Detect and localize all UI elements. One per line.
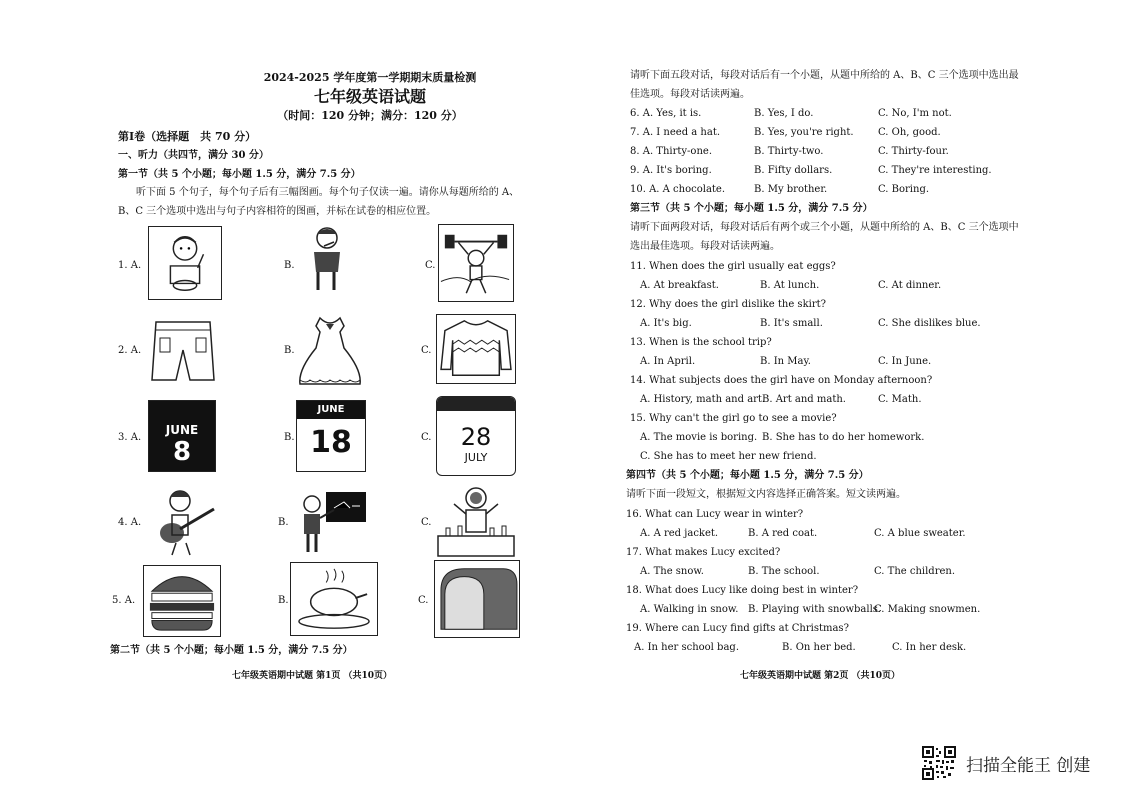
option-a: A. In her school bag. [634, 642, 739, 653]
section1-heading: 第一节（共 5 个小题；每小题 1.5 分，满分 7.5 分） [118, 169, 361, 180]
picture-bread [434, 560, 520, 638]
question-item: 10. A. A chocolate. [630, 184, 726, 195]
section2-instructions: 佳选项。每段对话读两遍。 [630, 89, 750, 100]
option-b: B. Yes, I do. [754, 108, 814, 119]
option-label: B. [278, 517, 289, 528]
question-number: 3. A. [118, 432, 142, 443]
option-a: A. A red jacket. [640, 528, 719, 539]
section3-heading: 第三节（共 5 个小题；每小题 1.5 分，满分 7.5 分） [630, 203, 873, 214]
listening-heading: 一、听力（共四节，满分 30 分） [118, 150, 269, 161]
picture-dress [296, 314, 364, 386]
option-c: C. Math. [878, 394, 922, 405]
picture-boy-at-blackboard [294, 488, 368, 556]
question-15: 15. Why can't the girl go to see a movie? [630, 413, 837, 424]
picture-sandwich [143, 565, 221, 637]
calendar-month: JUNE [297, 401, 365, 419]
option-b: B. She has to do her homework. [762, 432, 925, 443]
option-c: C. A blue sweater. [874, 528, 966, 539]
picture-boy-eating [148, 226, 222, 300]
picture-boy-playing-guitar [150, 487, 220, 557]
option-label: B. [284, 432, 295, 443]
option-c: C. Making snowmen. [874, 604, 981, 615]
section2-instructions: 请听下面五段对话，每段对话后有一个小题，从题中所给的 A、B、C 三个选项中选出最 [630, 70, 1019, 81]
option-c: C. They're interesting. [878, 165, 992, 176]
question-item: 7. A. I need a hat. [630, 127, 721, 138]
question-14: 14. What subjects does the girl have on Monday afternoon? [630, 375, 933, 386]
option-c: C. Boring. [878, 184, 930, 195]
calendar-day: 28 [460, 423, 492, 451]
calendar-day: 18 [310, 425, 352, 460]
calendar-june-8 [148, 400, 216, 472]
exam-time-score: （时间：120 分钟；满分：120 分） [277, 109, 463, 122]
question-number: 4. A. [118, 517, 142, 528]
question-18: 18. What does Lucy like doing best in winter? [626, 585, 859, 596]
question-16: 16. What can Lucy wear in winter? [626, 509, 804, 520]
question-11: 11. When does the girl usually eat eggs? [630, 261, 836, 272]
part1-heading: 第Ⅰ卷（选择题 共 70 分） [118, 130, 257, 143]
exam-title: 2024-2025 学年度第一学期期末质量检测 [263, 71, 477, 84]
picture-boy-brushing-teeth [298, 224, 356, 296]
option-b: B. Playing with snowballs. [748, 604, 882, 615]
calendar-day: 8 [172, 437, 192, 467]
option-a: A. The movie is boring. [640, 432, 758, 443]
calendar-month: JULY [464, 451, 488, 464]
option-a: A. Walking in snow. [640, 604, 739, 615]
option-a: A. The snow. [640, 566, 704, 577]
page-2 [620, 0, 1123, 700]
option-b: B. Yes, you're right. [754, 127, 854, 138]
option-b: B. On her bed. [782, 642, 856, 653]
option-b: B. Fifty dollars. [754, 165, 833, 176]
section3-instructions: 请听下面两段对话，每段对话后有两个或三个小题，从题中所给的 A、B、C 三个选项中 [630, 222, 1019, 233]
option-a: A. History, math and art. [640, 394, 766, 405]
scanner-watermark: 扫描全能王 创建 [966, 756, 1091, 776]
option-c: C. In June. [878, 356, 932, 367]
option-label: C. [425, 260, 436, 271]
calendar-june-18 [296, 400, 366, 472]
option-a: A. In April. [640, 356, 696, 367]
question-item: 8. A. Thirty-one. [630, 146, 712, 157]
option-b: B. My brother. [754, 184, 828, 195]
section4-heading: 第四节（共 5 个小题；每小题 1.5 分，满分 7.5 分） [626, 470, 869, 481]
section1-instructions: B、C 三个选项中选出与句子内容相符的图画，并标在试卷的相应位置。 [118, 206, 437, 217]
option-b: B. A red coat. [748, 528, 818, 539]
question-12: 12. Why does the girl dislike the skirt? [630, 299, 826, 310]
option-b: B. Art and math. [762, 394, 846, 405]
picture-boy-science-lab [436, 484, 516, 558]
question-number: 5. A. [112, 595, 136, 606]
option-a: A. It's big. [640, 318, 692, 329]
option-c: C. No, I'm not. [878, 108, 952, 119]
option-c: C. The children. [874, 566, 956, 577]
question-19: 19. Where can Lucy find gifts at Christmas? [626, 623, 849, 634]
qr-code-icon [922, 746, 956, 780]
section3-instructions: 选出最佳选项。每段对话读两遍。 [630, 241, 780, 252]
option-label: C. [421, 432, 432, 443]
option-a: A. At breakfast. [640, 280, 719, 291]
option-label: C. [421, 345, 432, 356]
option-c: C. At dinner. [878, 280, 942, 291]
calendar-month: JUNE [165, 423, 199, 437]
section4-instructions: 请听下面一段短文，根据短文内容选择正确答案。短文读两遍。 [626, 489, 906, 500]
option-c: C. In her desk. [892, 642, 967, 653]
page-1 [100, 0, 640, 700]
option-label: B. [278, 595, 289, 606]
question-number: 1. A. [118, 260, 142, 271]
option-label: C. [418, 595, 429, 606]
page-footer: 七年级英语期中试题 第1页 （共10页） [232, 671, 393, 681]
exam-subtitle: 七年级英语试题 [313, 87, 426, 106]
calendar-july-28 [436, 396, 516, 476]
picture-sweater [436, 314, 516, 384]
question-item: 9. A. It's boring. [630, 165, 712, 176]
option-c: C. She has to meet her new friend. [640, 451, 817, 462]
option-b: B. Thirty-two. [754, 146, 824, 157]
question-13: 13. When is the school trip? [630, 337, 772, 348]
section1-instructions: 听下面 5 个句子，每个句子后有三幅图画。每个句子仅读一遍。请你从每题所给的 A、 [136, 187, 520, 198]
option-label: B. [284, 345, 295, 356]
question-item: 6. A. Yes, it is. [630, 108, 702, 119]
picture-shorts [150, 318, 216, 384]
option-label: B. [284, 260, 295, 271]
option-b: B. It's small. [760, 318, 823, 329]
option-c: C. She dislikes blue. [878, 318, 981, 329]
question-number: 2. A. [118, 345, 142, 356]
picture-boy-lifting-weights [438, 224, 514, 302]
page-footer: 七年级英语期中试题 第2页 （共10页） [740, 671, 901, 681]
option-label: C. [421, 517, 432, 528]
option-c: C. Oh, good. [878, 127, 941, 138]
option-c: C. Thirty-four. [878, 146, 949, 157]
question-17: 17. What makes Lucy excited? [626, 547, 781, 558]
option-b: B. The school. [748, 566, 820, 577]
option-b: B. In May. [760, 356, 811, 367]
picture-roast-chicken [290, 562, 378, 636]
section2-heading: 第二节（共 5 个小题；每小题 1.5 分，满分 7.5 分） [110, 645, 353, 656]
option-b: B. At lunch. [760, 280, 820, 291]
